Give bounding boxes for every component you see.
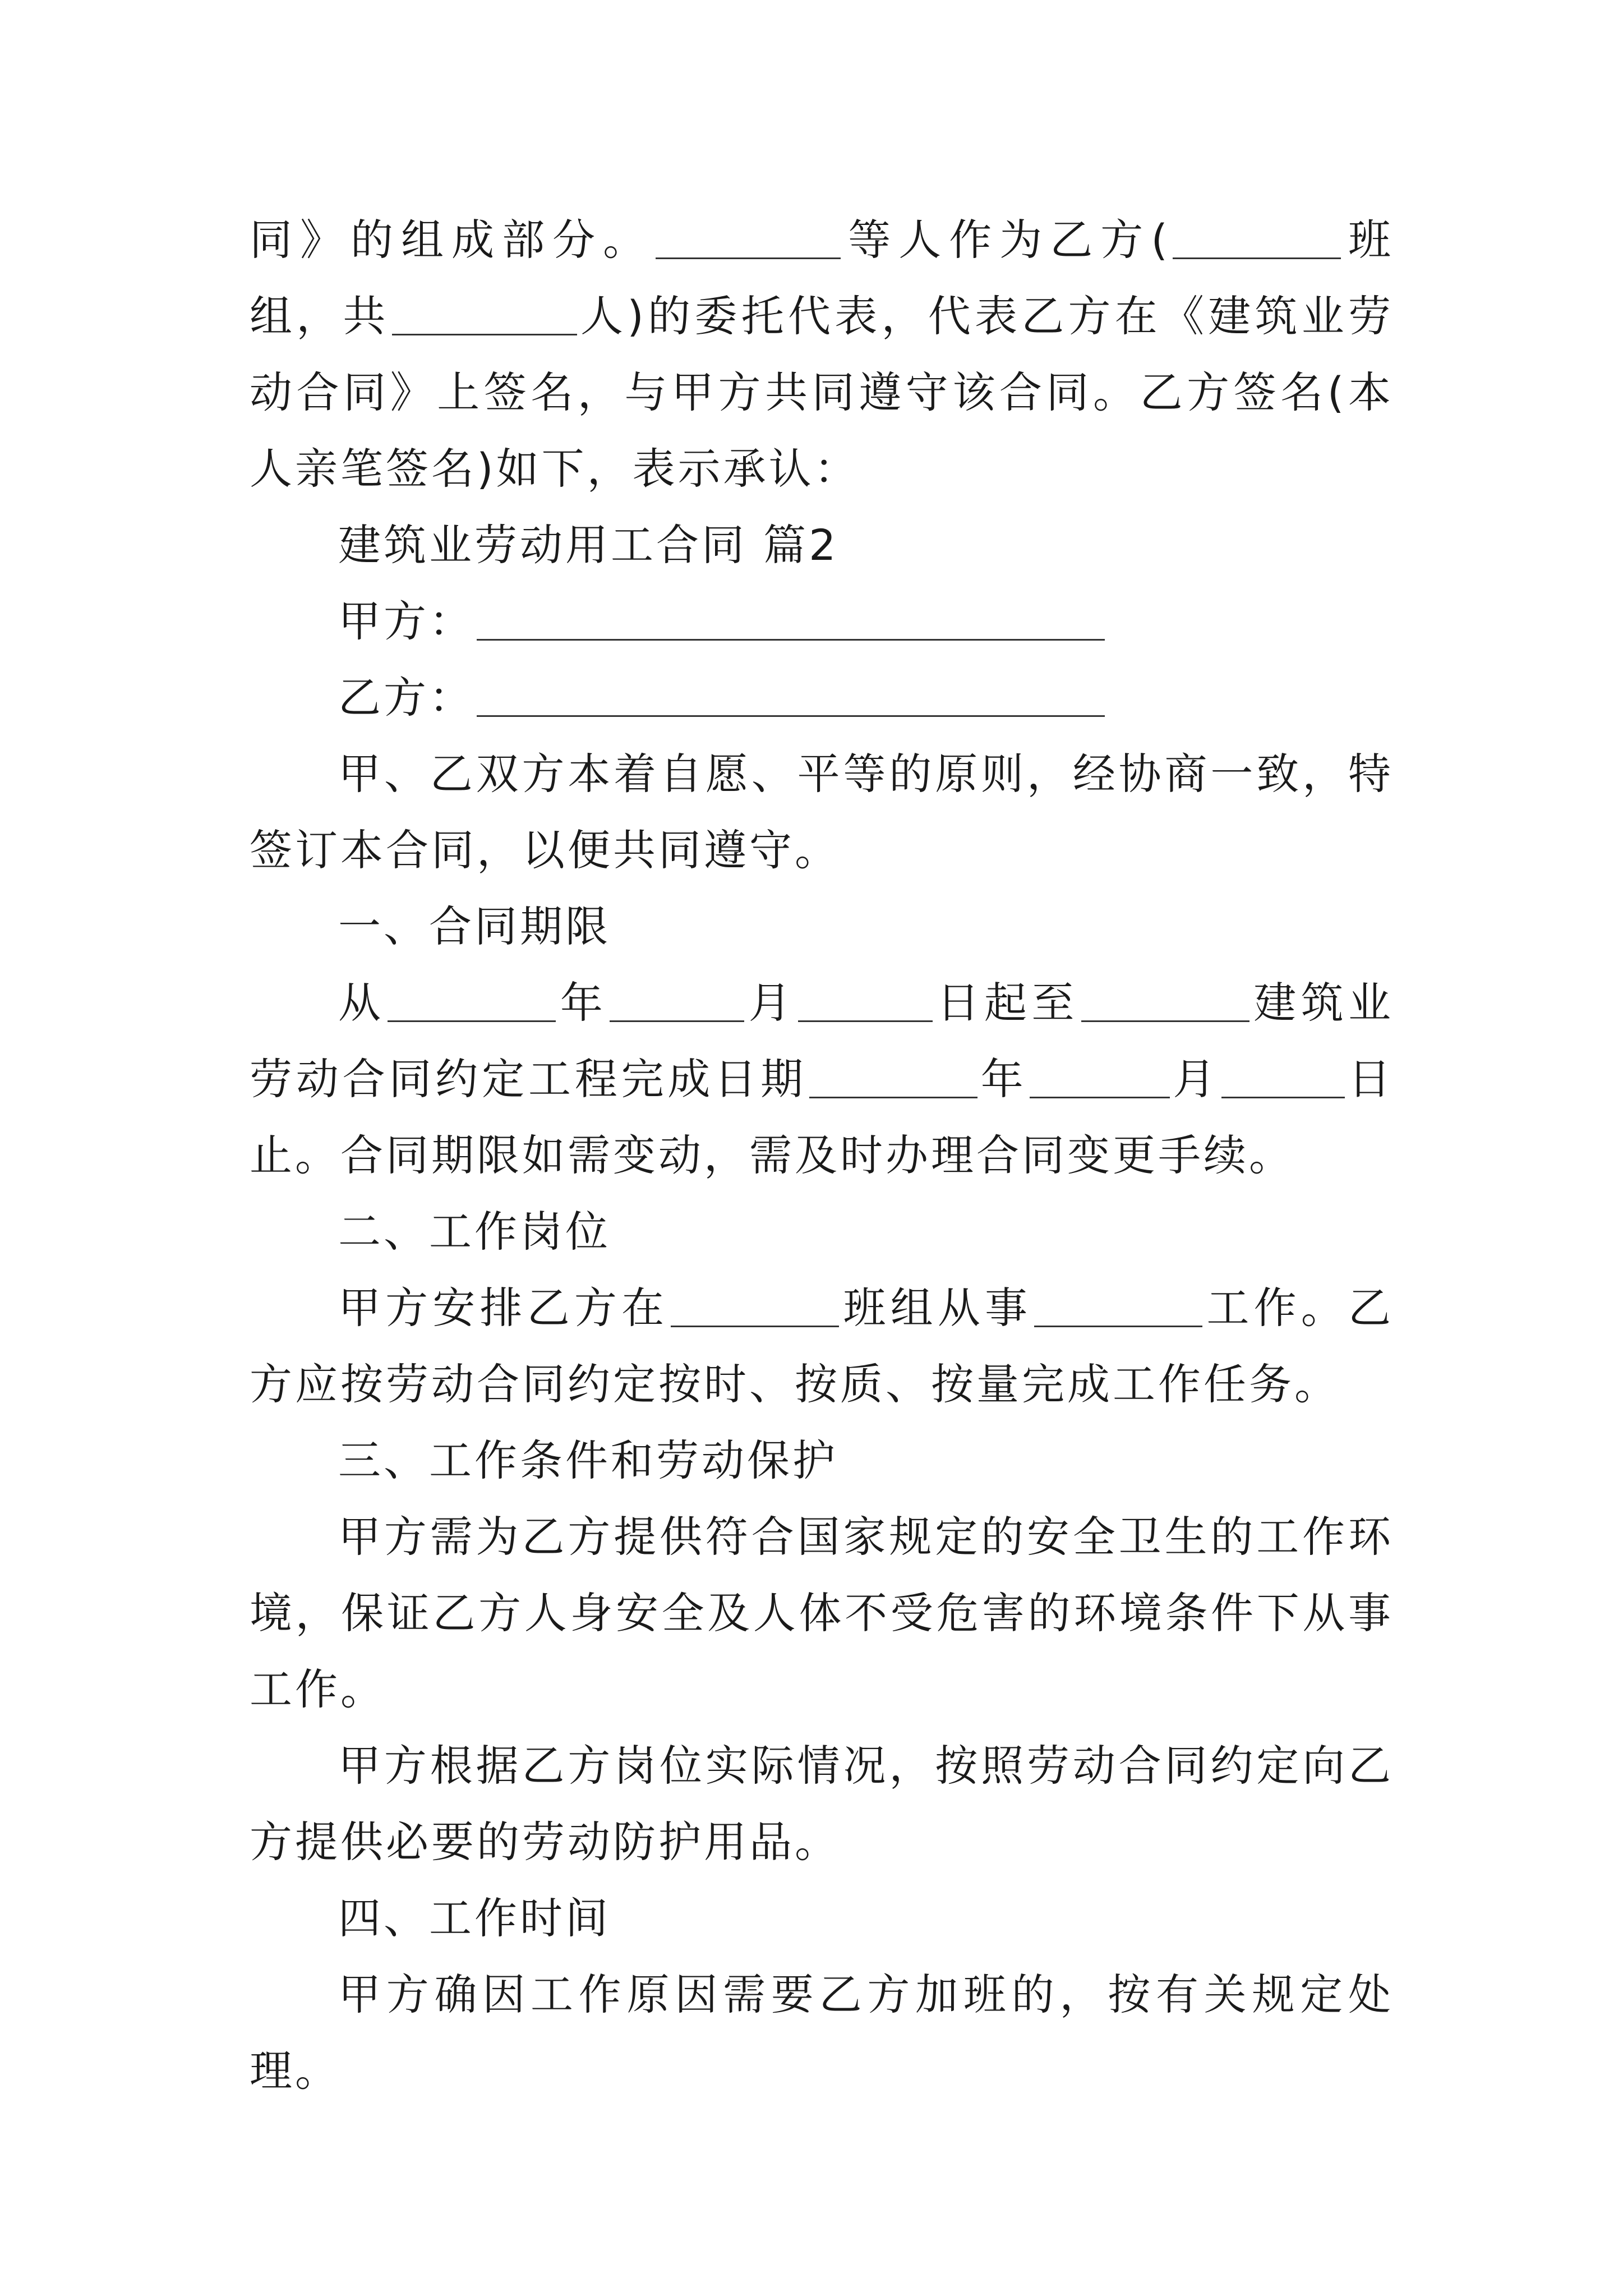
party-a-label: 甲方： bbox=[338, 596, 474, 646]
section-3-paragraph-2: 甲方根据乙方岗位实际情况，按照劳动合同约定向乙方提供必要的劳动防护用品。 bbox=[250, 1741, 1394, 1867]
text-segment: 从 bbox=[338, 978, 386, 1028]
section-4-heading: 四、工作时间 bbox=[338, 1893, 611, 1943]
text-segment: 班组从事 bbox=[841, 1283, 1032, 1333]
section-2-heading: 二、工作岗位 bbox=[338, 1207, 611, 1257]
text-segment: 人)的委托代表，代表乙方在《建筑业劳动合同》上签名，与甲方共同遵守该合同。乙方签名(本人亲笔签名)如下，表示承认： bbox=[250, 291, 1394, 494]
text-segment: 建筑业劳动合同约定工程完成日期 bbox=[250, 978, 1394, 1104]
party-b-label: 乙方： bbox=[338, 673, 474, 723]
fill-blank bbox=[798, 976, 933, 1022]
text-segment: 日止。合同期限如需变动，需及时办理合同变更手续。 bbox=[250, 1054, 1394, 1180]
party-a-line bbox=[250, 583, 1394, 660]
fill-blank bbox=[392, 289, 577, 335]
fill-blank bbox=[656, 213, 841, 259]
party-b-blank bbox=[477, 670, 1105, 717]
section-3-heading: 三、工作条件和劳动保护 bbox=[338, 1435, 838, 1485]
text-segment: 月 bbox=[1172, 1054, 1220, 1104]
fill-blank bbox=[610, 976, 744, 1022]
text-segment: 月 bbox=[746, 978, 796, 1028]
section-4-paragraph-1: 甲方确因工作原因需要乙方加班的，按有关规定处理。 bbox=[250, 1970, 1394, 2096]
text-segment: 班组，共 bbox=[250, 215, 1394, 341]
text-segment: 等人作为乙方( bbox=[843, 215, 1170, 265]
fill-blank bbox=[1081, 976, 1249, 1022]
paragraph-continuation bbox=[250, 202, 1394, 507]
contract-title: 建筑业劳动用工合同 篇2 bbox=[338, 520, 839, 570]
section-1-heading: 一、合同期限 bbox=[338, 901, 611, 951]
section-1-paragraph bbox=[250, 965, 1394, 1194]
fill-blank bbox=[388, 976, 556, 1022]
text-segment: 日起至 bbox=[935, 978, 1079, 1028]
fill-blank bbox=[809, 1052, 978, 1098]
fill-blank bbox=[1034, 1281, 1202, 1327]
party-a-blank bbox=[477, 594, 1105, 641]
text-segment: 年 bbox=[558, 978, 608, 1028]
fill-blank bbox=[1030, 1052, 1170, 1098]
text-segment: 甲方安排乙方在 bbox=[338, 1283, 669, 1333]
text-segment: 工作。乙方应按劳动合同约定按时、按质、按量完成工作任务。 bbox=[250, 1283, 1394, 1409]
document-body bbox=[250, 202, 1394, 2109]
section-2-paragraph bbox=[250, 1270, 1394, 1423]
text-segment: 年 bbox=[979, 1054, 1027, 1104]
preamble-paragraph: 甲、乙双方本着自愿、平等的原则，经协商一致，特签订本合同，以便共同遵守。 bbox=[250, 749, 1394, 875]
fill-blank bbox=[1173, 213, 1341, 259]
text-segment: 同》的组成部分。 bbox=[250, 215, 654, 265]
section-3-paragraph-1: 甲方需为乙方提供符合国家规定的安全卫生的工作环境，保证乙方人身安全及人体不受危害的环境条件下从事工作。 bbox=[250, 1512, 1394, 1714]
party-b-line bbox=[250, 660, 1394, 736]
fill-blank bbox=[1221, 1052, 1345, 1098]
fill-blank bbox=[671, 1281, 839, 1327]
